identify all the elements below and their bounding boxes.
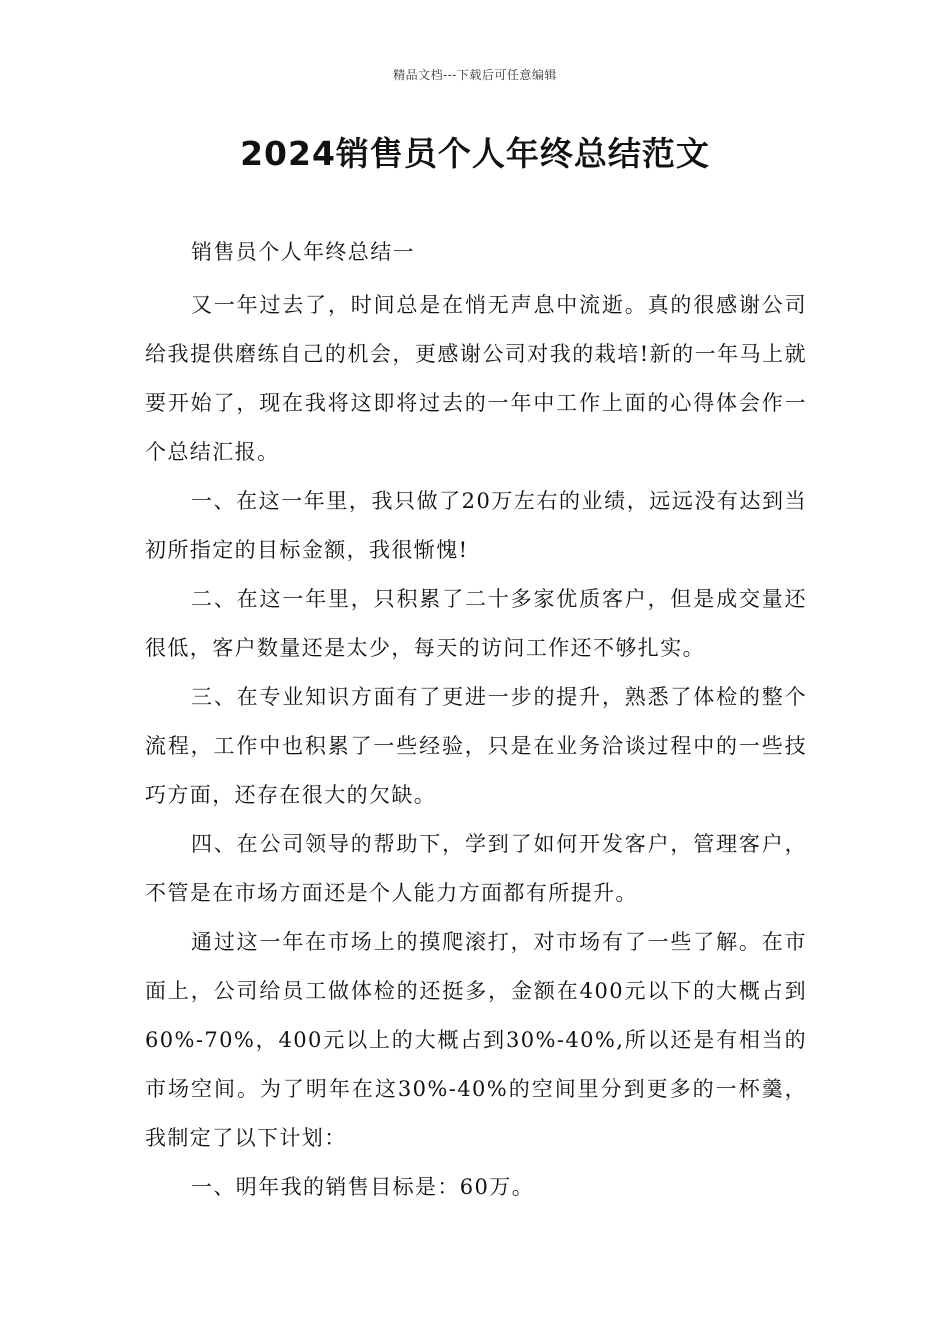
document-title: 2024销售员个人年终总结范文	[240, 134, 710, 173]
paragraph-point-4: 四、在公司领导的帮助下，学到了如何开发客户，管理客户，不管是在市场方面还是个人能力方面都有所提升。	[145, 832, 807, 905]
paragraph-point-1: 一、在这一年里，我只做了20万左右的业绩，远远没有达到当初所指定的目标金额，我很惭愧!	[145, 489, 807, 562]
header-note: 精品文档---下载后可任意编辑	[393, 68, 557, 82]
paragraph-intro: 又一年过去了，时间总是在悄无声息中流逝。真的很感谢公司给我提供磨练自己的机会，更感谢公司对我的栽培!新的一年马上就要开始了，现在我将这即将过去的一年中工作上面的心得体会作一个总结汇报。	[145, 293, 807, 464]
paragraph-market: 通过这一年在市场上的摸爬滚打，对市场有了一些了解。在市面上，公司给员工做体检的还挺多，金额在400元以下的大概占到60%-70%，400元以上的大概占到30%-40%,所以还是有相当的市场空间。为了明年在这30%-40%的空间里分到更多的一杯羹，我制定了以下计划：	[145, 930, 807, 1150]
section-heading: 销售员个人年终总结一	[191, 240, 415, 264]
paragraph-plan-1: 一、明年我的销售目标是：60万。	[191, 1175, 535, 1199]
paragraph-point-2: 二、在这一年里，只积累了二十多家优质客户，但是成交量还很低，客户数量还是太少，每天的访问工作还不够扎实。	[145, 587, 807, 660]
paragraph-point-3: 三、在专业知识方面有了更进一步的提升，熟悉了体检的整个流程，工作中也积累了一些经验，只是在业务洽谈过程中的一些技巧方面，还存在很大的欠缺。	[145, 685, 807, 807]
document-body	[145, 228, 807, 1212]
